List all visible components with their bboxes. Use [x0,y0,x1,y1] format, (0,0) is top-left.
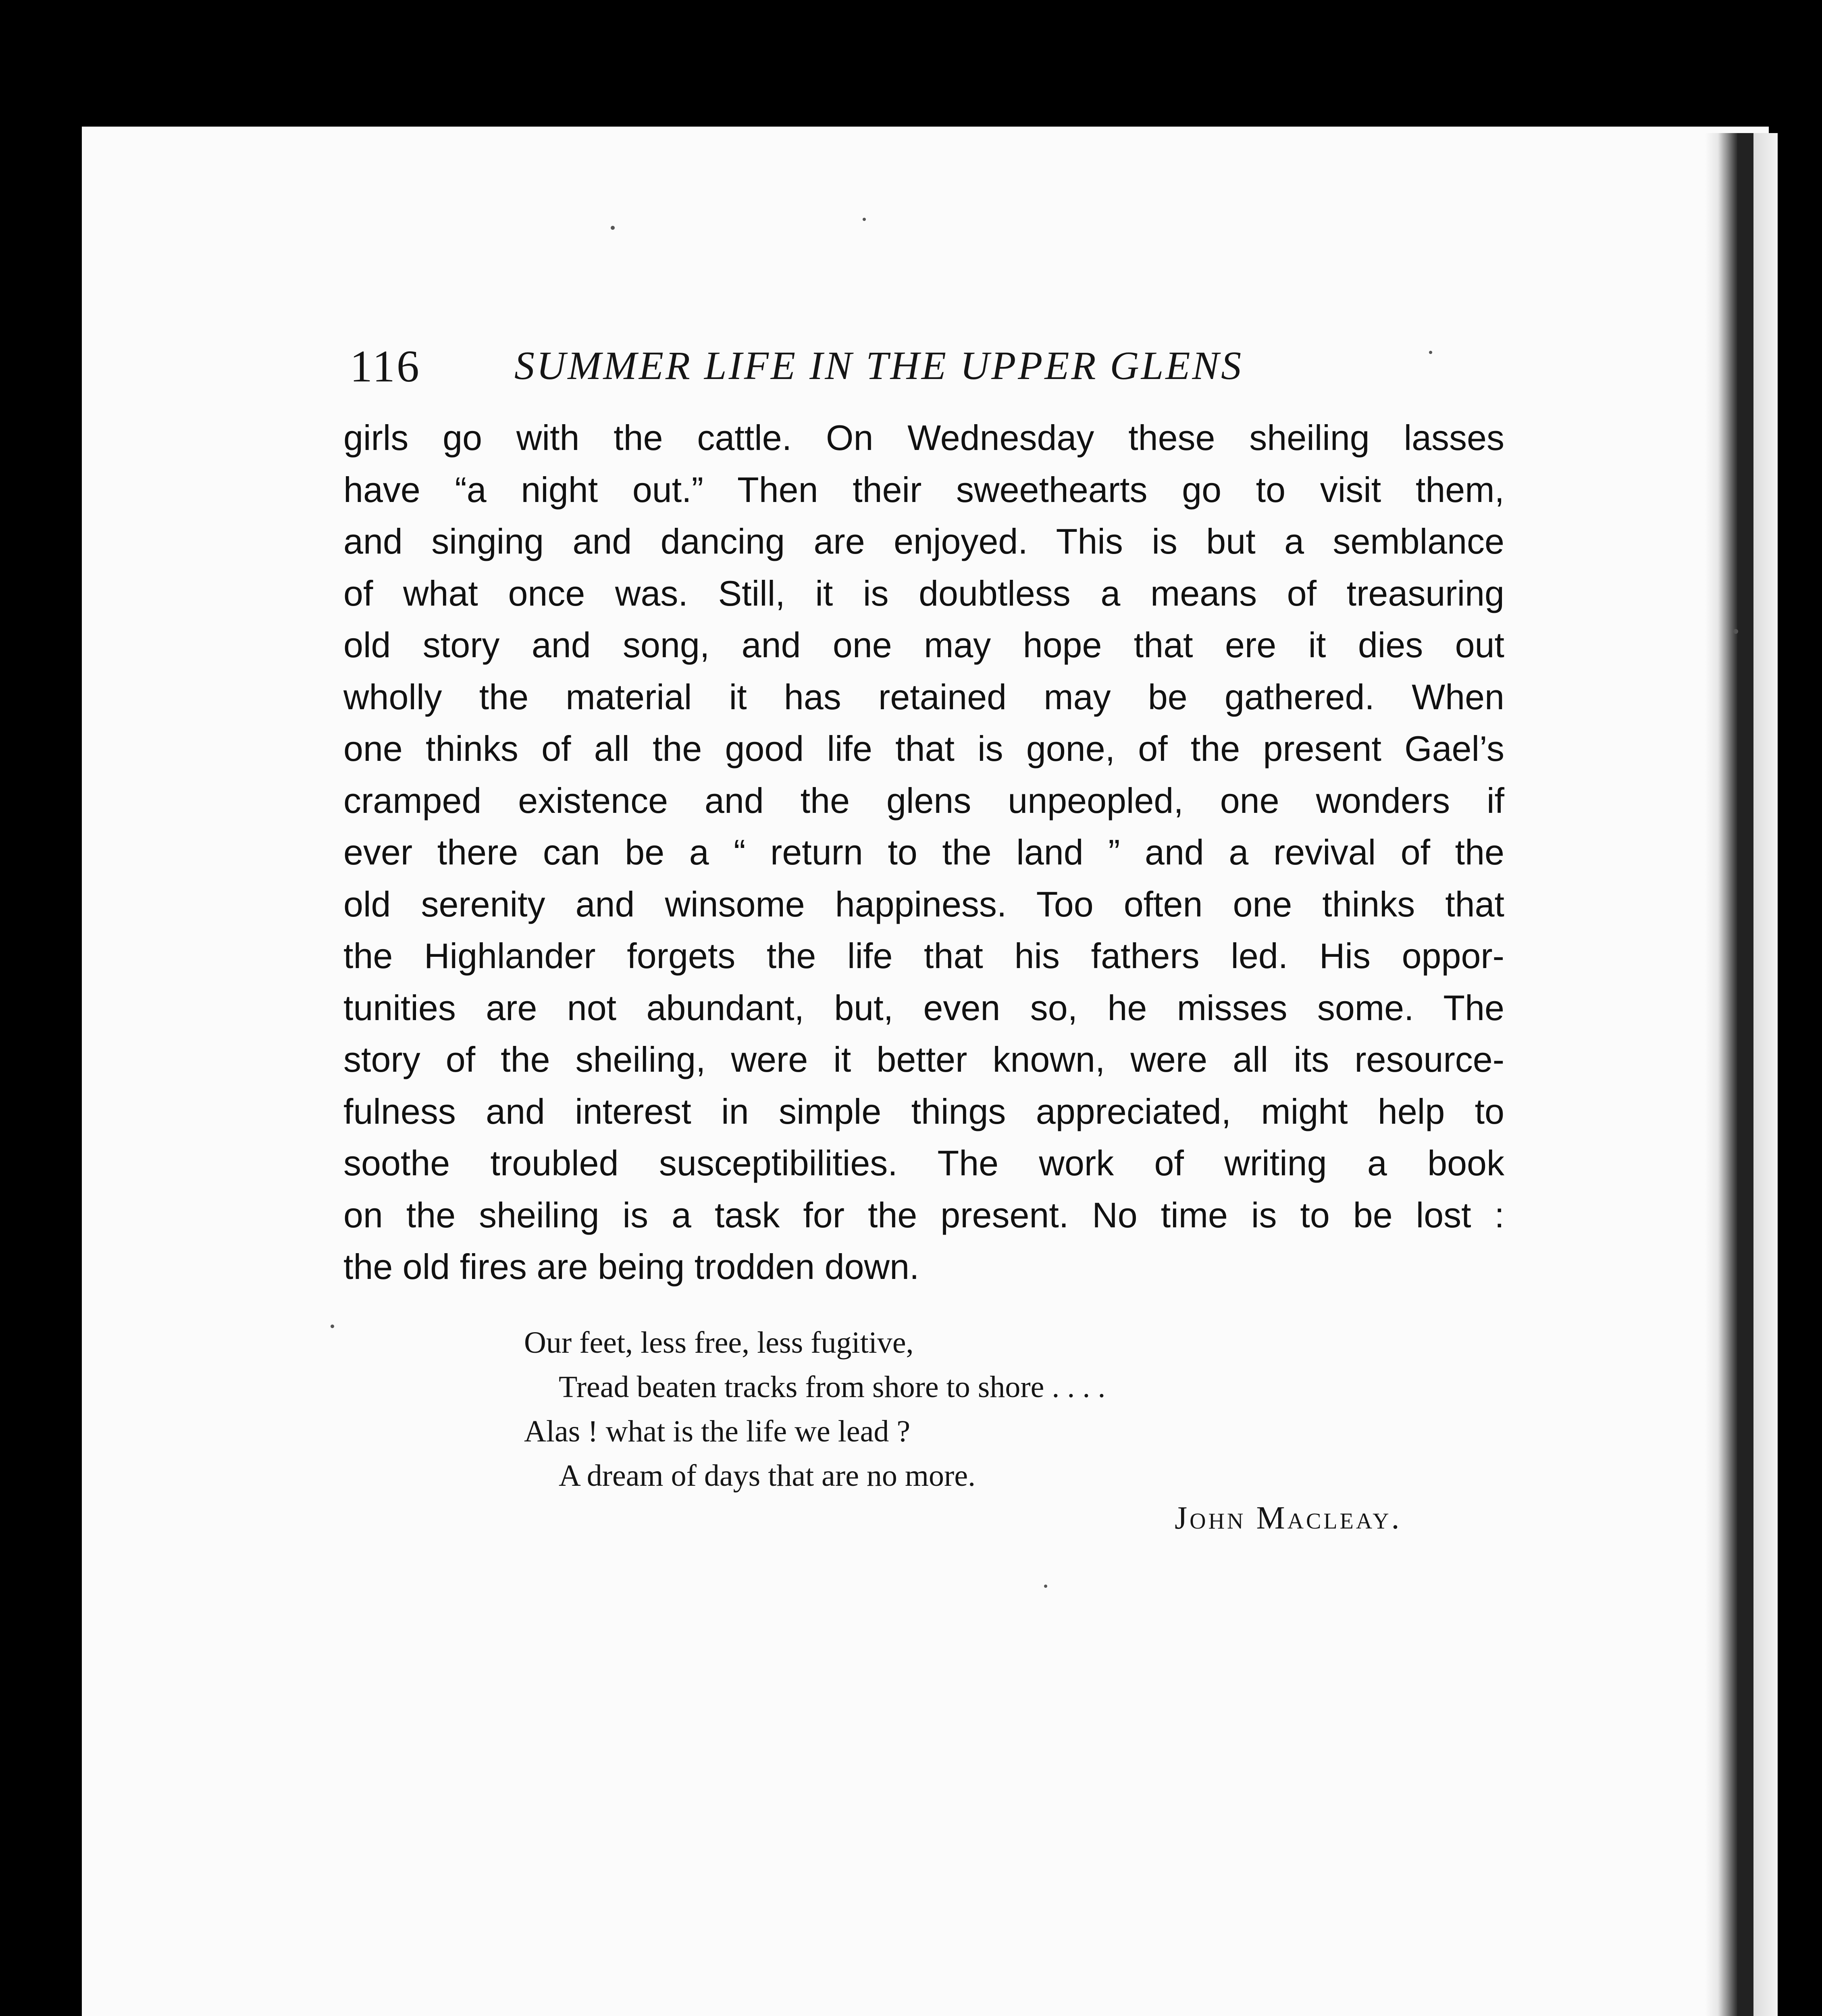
poem-line: Our feet, less free, less fugitive, [524,1326,914,1360]
running-head [350,341,1333,392]
poem-quotation [524,1320,1491,1498]
body-line: wholly the material it has retained may be gathered. When [343,677,1504,717]
page-number: 116 [350,342,421,392]
body-line: and singing and dancing are enjoyed. This is but a semblance [343,521,1504,561]
adjacent-page-edge [1753,133,1778,2016]
dust-speck [1044,1585,1047,1588]
body-line: ever there can be a “ return to the land ” and a revival of the [343,832,1504,872]
running-title: SUMMER LIFE IN THE UPPER GLENS [514,343,1244,388]
body-line: girls go with the cattle. On Wednesday these sheiling lasses [343,418,1504,458]
dust-speck [863,218,866,221]
body-line: soothe troubled susceptibilities. The work of writing a book [343,1143,1504,1183]
dust-speck [331,1325,334,1328]
body-line: old story and song, and one may hope that ere it dies out [343,625,1504,665]
body-line: cramped existence and the glens unpeopled, one wonders if [343,780,1504,821]
page-gutter-shadow [1705,133,1737,2016]
poem-line: Alas ! what is the life we lead ? [524,1414,911,1448]
poem-attribution: John Macleay. [1175,1500,1402,1536]
body-line: old serenity and winsome happiness. Too often one thinks that [343,884,1504,924]
body-line: fulness and interest in simple things appreciated, might help to [343,1091,1504,1131]
body-line: story of the sheiling, were it better known, were all its resource- [343,1039,1504,1079]
body-line: of what once was. Still, it is doubtless a means of treasuring [343,573,1504,613]
binding-edge [1737,133,1753,2016]
body-line: have “a night out.” Then their sweethearts go to visit them, [343,469,1504,510]
dust-speck [1429,351,1432,354]
body-line: the old fires are being trodden down. [343,1247,919,1287]
dust-speck [611,226,615,230]
body-line: tunities are not abundant, but, even so, he misses some. The [343,987,1504,1028]
poem-line: A dream of days that are no more. [559,1459,976,1493]
dust-speck [1733,629,1738,634]
body-line: one thinks of all the good life that is gone, of the present Gael’s [343,729,1504,768]
poem-line: Tread beaten tracks from shore to shore . . . . [559,1370,1106,1404]
body-line: on the sheiling is a task for the present. No time is to be lost : [343,1195,1504,1235]
body-line: the Highlander forgets the life that his fathers led. His oppor- [343,936,1504,976]
body-paragraph [343,412,1504,1293]
